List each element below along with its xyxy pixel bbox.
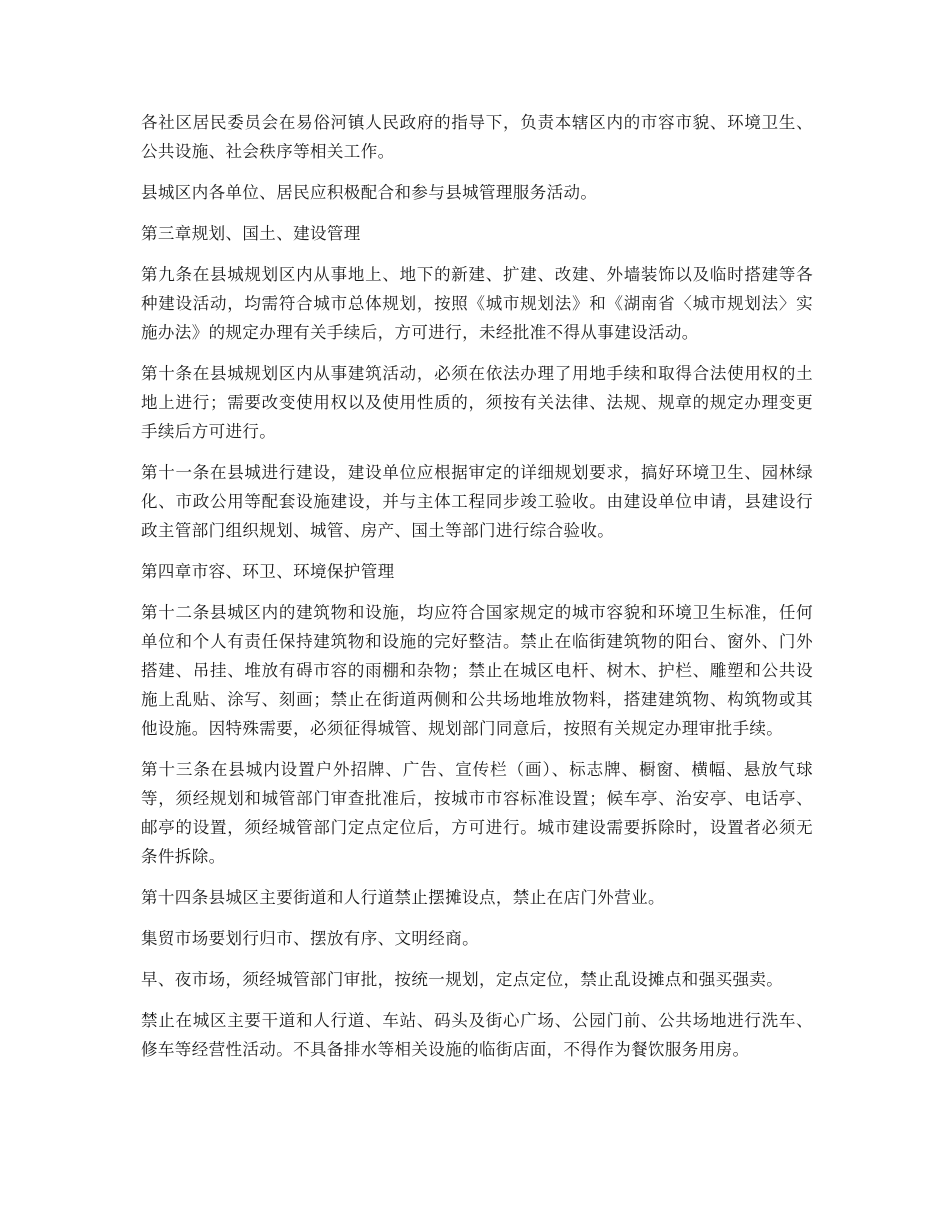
paragraph-2: 县城区内各单位、居民应积极配合和参与县城管理服务活动。: [141, 183, 598, 202]
article-9: 第九条在县城规划区内从事地上、地下的新建、扩建、改建、外墙装饰以及临时搭建等各种建设活动，均需符合城市总体规划，按照《城市规划法》和《湖南省〈城市规划法〉实施办法》的规定办理有关手续后，方可进行，未经批准不得从事建设活动。: [141, 265, 813, 342]
paragraph-prohibition: 禁止在城区主要干道和人行道、车站、码头及街心广场、公园门前、公共场地进行洗车、修车等经营性活动。不具备排水等相关设施的临街店面，不得作为餐饮服务用房。: [141, 1011, 813, 1059]
document-body: [141, 108, 813, 1076]
paragraph-market: 集贸市场要划行归市、摆放有序、文明经商。: [141, 929, 479, 948]
chapter-4-heading: 第四章市容、环卫、环境保护管理: [141, 562, 395, 581]
article-13: 第十三条在县城内设置户外招牌、广告、宣传栏（画）、标志牌、橱窗、横幅、悬放气球等，须经规划和城管部门审查批准后，按城市市容标准设置；候车亭、治安亭、电话亭、邮亭的设置，须经城管部门定点定位后，方可进行。城市建设需要拆除时，设置者必须无条件拆除。: [141, 760, 813, 866]
paragraph-1: 各社区居民委员会在易俗河镇人民政府的指导下，负责本辖区内的市容市貌、环境卫生、公共设施、社会秩序等相关工作。: [141, 113, 813, 161]
article-14: 第十四条县城区主要街道和人行道禁止摆摊设点，禁止在店门外营业。: [141, 888, 665, 907]
chapter-3-heading: 第三章规划、国土、建设管理: [141, 224, 361, 243]
paragraph-night-market: 早、夜市场，须经城管部门审批，按统一规划，定点定位，禁止乱设摊点和强买强卖。: [141, 970, 784, 989]
article-10: 第十条在县城规划区内从事建筑活动，必须在依法办理了用地手续和取得合法使用权的土地上进行；需要改变使用权以及使用性质的，须按有关法律、法规、规章的规定办理变更手续后方可进行。: [141, 364, 813, 441]
article-12: 第十二条县城区内的建筑物和设施，均应符合国家规定的城市容貌和环境卫生标准，任何单位和个人有责任保持建筑物和设施的完好整洁。禁止在临街建筑物的阳台、窗外、门外搭建、吊挂、堆放有碍市容的雨棚和杂物；禁止在城区电杆、树木、护栏、雕塑和公共设施上乱贴、涂写、刻画；禁止在街道两侧和公共场地堆放物料，搭建建筑物、构筑物或其他设施。因特殊需要，必须征得城管、规划部门同意后，按照有关规定办理审批手续。: [141, 603, 813, 738]
article-11: 第十一条在县城进行建设，建设单位应根据审定的详细规划要求，搞好环境卫生、园林绿化、市政公用等配套设施建设，并与主体工程同步竣工验收。由建设单位申请，县建设行政主管部门组织规划、城管、房产、国土等部门进行综合验收。: [141, 463, 813, 540]
